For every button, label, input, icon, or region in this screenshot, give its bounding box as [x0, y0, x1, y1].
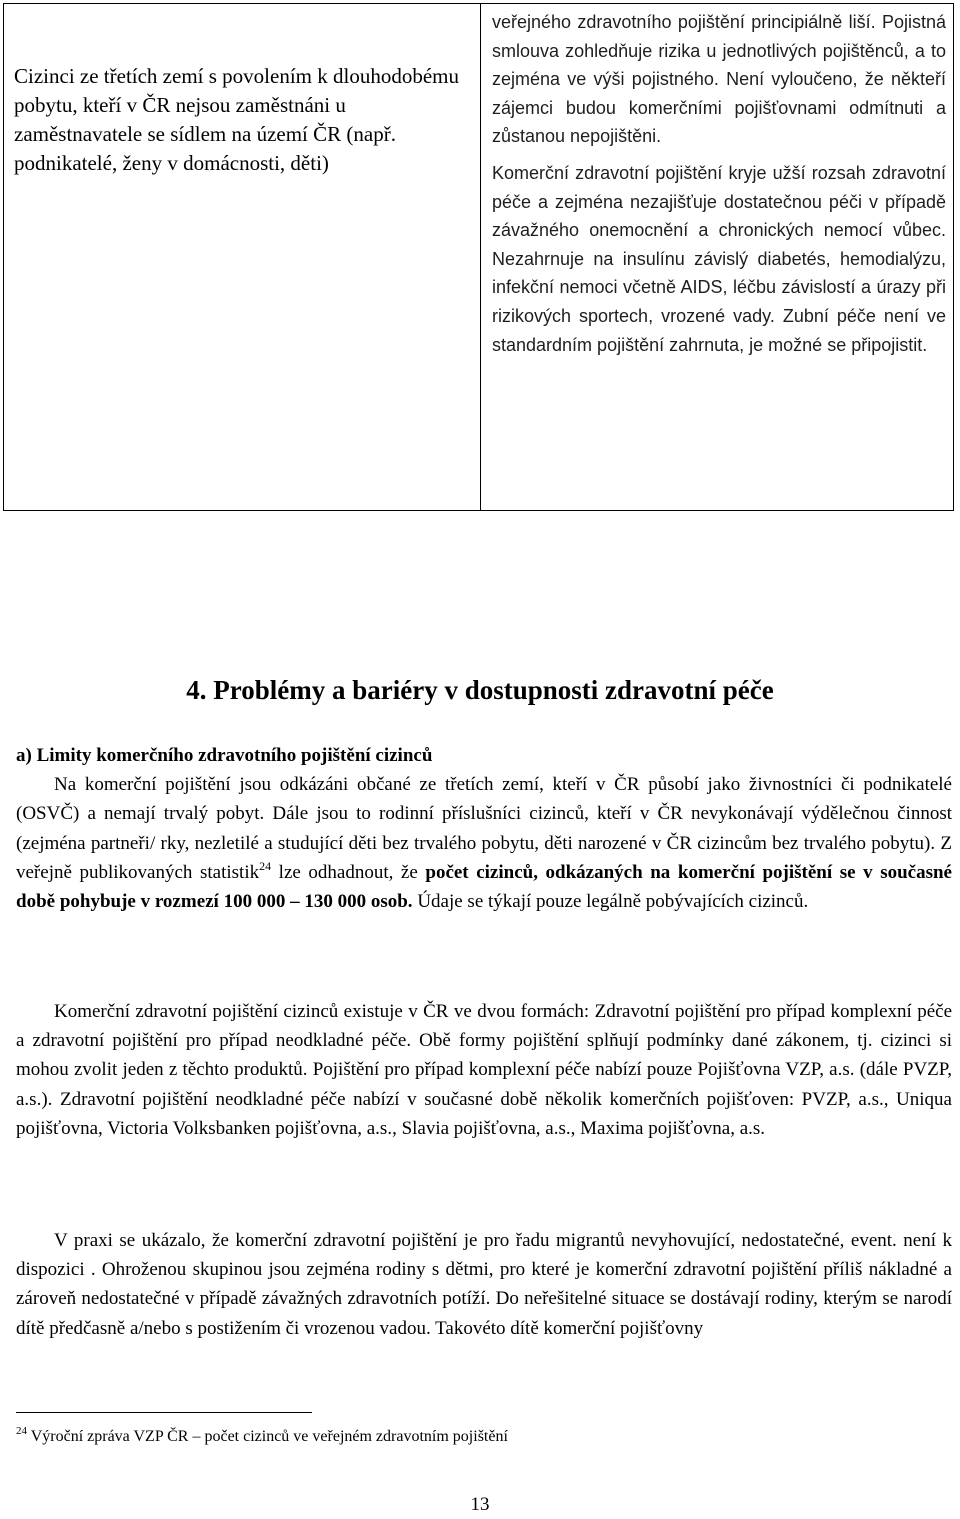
table-cell-description: [492, 8, 946, 359]
body-paragraph-3: V praxi se ukázalo, že komerční zdravotní pojištění je pro řadu migrantů nevyhovující, nedostatečné, event. není k dispozici . Ohroženou skupinou jsou zejména rodiny s dětmi, pro které je komerční zdravotní pojištění příliš nákladné a zároveň nedostatečné v případě závažných zdravotních potíží. Do neřešitelné situace se dostávají rodiny, kterým se narodí dítě předčasně a/nebo s postižením či vrozenou vadou. Takovéto dítě komerční pojišťovny: [16, 1230, 952, 1339]
table-column-divider: [480, 4, 481, 510]
description-paragraph-1: veřejného zdravotního pojištění principiálně liší. Pojistná smlouva zohledňuje rizika u jednotlivých pojištěnců, a to zejména ve výši pojistného. Není vyloučeno, že někteří zájemci budou komerčními pojišťovnami odmítnuti a zůstanou nepojištěni.: [492, 12, 946, 147]
paragraph-1-text-a: Na komerční pojištění jsou odkázáni občané ze třetích zemí, kteří v ČR působí jako živnostníci či podnikatelé (OSVČ) a nemají trvalý pobyt. Dále jsou to rodinní příslušníci cizinců, kteří v ČR nevykonávají výdělečnou činnost (zejména partneři/ rky, nezletilé a studující děti bez trvalého pobytu, děti narozené v ČR cizincům bez trvalého pobytu). Z veřejně publikovaných statistik: [16, 774, 952, 883]
paragraph-1-text-c: Údaje se týkají pouze legálně pobývajících cizinců.: [412, 891, 809, 913]
paragraph-1-emphasis: počet cizinců, odkázaných na komerční pojištění se v současné době pohybuje v rozmezí 100 000 – 130 000 osob.: [16, 861, 952, 913]
page-number: 13: [470, 1494, 490, 1515]
body-paragraph-2: Komerční zdravotní pojištění cizinců existuje v ČR ve dvou formách: Zdravotní pojištění pro případ komplexní péče a zdravotní pojištění pro případ neodkladné péče. Obě formy pojištění splňují podmínky dané zákonem, tj. cizinci si mohou zvolit jeden z těchto produktů. Pojištění pro případ komplexní péče nabízí pouze Pojišťovna VZP, a.s. (dále PVZP, a.s.). Zdravotní pojištění neodkladné péče nabízí v současné době několik komerčních pojišťoven: PVZP, a.s., Uniqua pojišťovna, Victoria Volksbanken pojišťovna, a.s., Slavia pojišťovna, a.s., Maxima pojišťovna, a.s.: [16, 1001, 952, 1139]
body-paragraph-1: [16, 770, 952, 916]
body-paragraph-3-block: [16, 1226, 952, 1343]
table-cell-group: Cizinci ze třetích zemí s povolením k dlouhodobému pobytu, kteří v ČR nejsou zaměstnáni u zaměstnavatele se sídlem na území ČR (např. podnikatelé, ženy v domácnosti, děti): [14, 64, 459, 175]
footnote-text: Výroční zpráva VZP ČR – počet cizinců ve veřejném zdravotním pojištění: [27, 1428, 508, 1445]
section-heading: 4. Problémy a bariéry v dostupnosti zdravotní péče: [186, 675, 774, 705]
body-paragraph-2-block: [16, 997, 952, 1143]
eligibility-table: [3, 3, 954, 511]
subsection-heading: a) Limity komerčního zdravotního pojištění cizinců: [16, 745, 433, 766]
description-paragraph-2: Komerční zdravotní pojištění kryje užší rozsah zdravotní péče a zejména nezajišťuje dostatečnou péči v případě závažného onemocnění a chronických nemocí vůbec. Nezahrnuje na insulínu závislý diabetés, hemodialýzu, infekční nemoci včetně AIDS, léčbu závislostí a úrazy při rizikových sportech, vrozené vady. Zubní péče není ve standardním pojištění zahrnuta, je možné se připojistit.: [492, 162, 946, 355]
subsection-a: [16, 741, 952, 916]
paragraph-1-text-b: lze odhadnout, že: [271, 861, 426, 883]
footnote-separator: [16, 1412, 312, 1413]
footnote: [16, 1426, 936, 1448]
footnote-number: 24: [16, 1425, 27, 1437]
footnote-reference[interactable]: 24: [259, 858, 272, 873]
